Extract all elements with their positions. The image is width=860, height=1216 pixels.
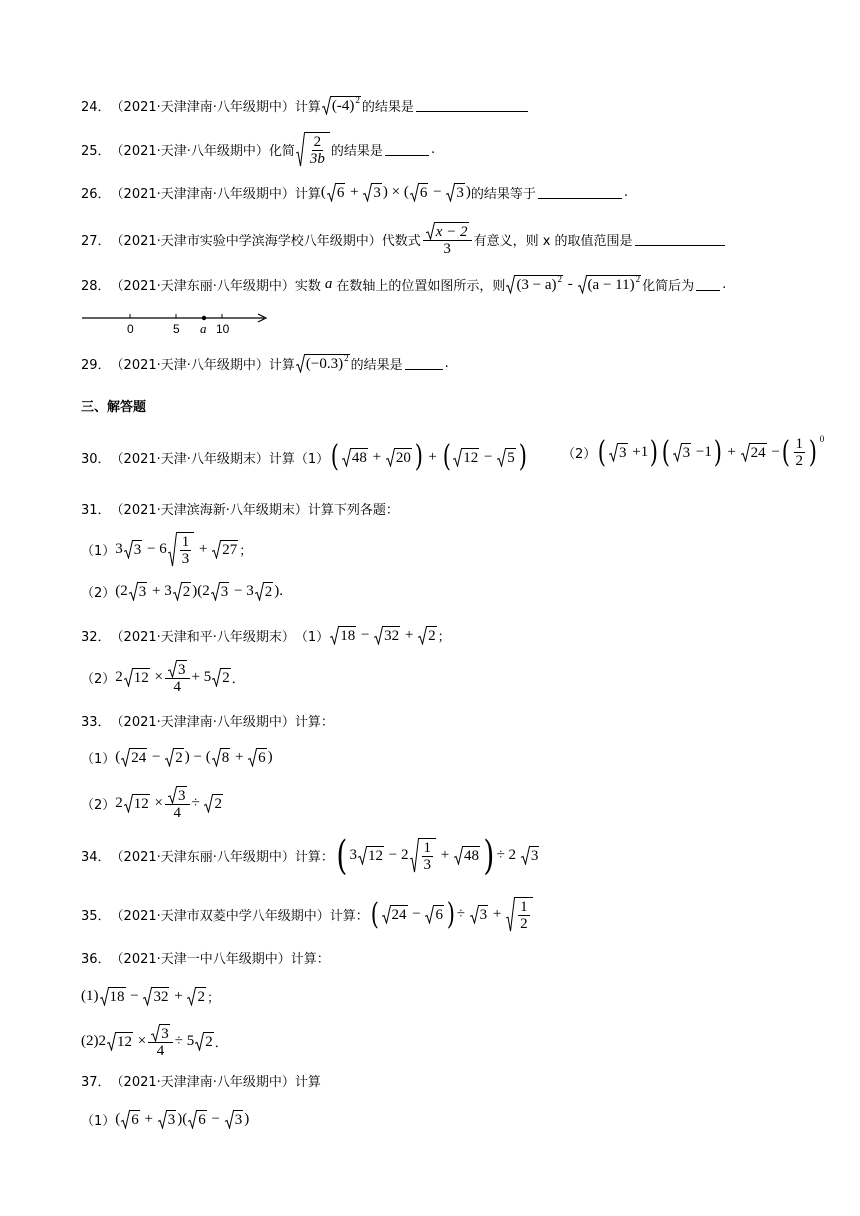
question-35 [81,897,534,932]
question-text: 计算 [294,100,321,115]
answer-blank [385,143,429,156]
math-expression: (−0.3) 2 [295,354,351,373]
part-label: （2） [81,798,116,813]
question-text: 的结果等于 [470,187,536,202]
question-number: 27． [81,234,111,249]
math-expression: 18 − 32 + 2 [99,987,207,1006]
answer-blank [405,357,443,370]
question-source: （2021·天津市实验中学滨海学校八年级期中） [110,234,382,249]
question-34 [81,832,540,879]
question-24 [81,96,530,115]
question-text: 的结果是 [350,358,403,373]
question-text: 计算： [290,952,330,967]
answer-blank [635,233,725,246]
question-source: （2021·天津·八年级期中） [110,358,269,373]
question-number: 26． [81,187,111,202]
part-label: （2） [562,447,597,462]
section-heading: 三、解答题 [81,400,147,415]
question-31 [81,499,399,518]
question-26: 26． （2021·天津津南·八年级期中） 计算 ( 6 + 3 ) × ( 6 − 3 ) 的结果等于 . [81,184,628,202]
math-expression: ( 6 + 3 ) × ( 6 − 3 ) [320,184,471,201]
part-label: (2) [81,1033,99,1049]
question-number: 29． [81,358,111,373]
question-text: 计算 [294,1075,321,1090]
question-number: 32． [81,630,111,645]
math-expression: ( 3 +1 ) ( 3 −1 ) + 24 − ( $\frac{1}{2}$ ) 0 [598,433,825,470]
question-number: 24． [81,100,111,115]
question-number: 37． [81,1075,111,1090]
question-text: 的结果是 [361,100,414,115]
question-31-part1: （1） 3 3 − 6 $\frac{1}{3}$ + 27 ； [81,534,253,567]
math-expression: 2 12 × $\frac{3}{4}$ ÷ 2 [115,788,222,821]
question-number: 25． [81,144,111,159]
part-label: （1） [81,544,116,559]
math-expression: ( 3 12 − 2 $\frac{1}{3}$ + 48 ) ÷ 2 3 [336,832,539,879]
question-32: 32． （2021·天津和平·八年级期末） （1） 18 − 32 + 2 ； [81,627,451,645]
math-expression: 2 12 × $\frac{3}{4}$ + 5 2 [115,662,230,695]
question-source: （2021·天津津南·八年级期中） [110,100,295,115]
question-36-part1: (1) 18 − 32 + 2 ； [81,988,220,1006]
question-text: 计算下列各题： [307,503,399,518]
question-28: 28． （2021·天津东丽·八年级期中） 实数 a 在数轴上的位置如图所示，则 (3 − a) 2 - (a − 11) 2 化简后为 . [81,273,727,294]
question-number: 36． [81,952,111,967]
question-27 [81,222,727,257]
question-30-part2 [562,433,825,470]
question-source: （2021·天津东丽·八年级期中） [110,279,295,294]
question-source: （2021·天津一中八年级期中） [110,952,291,967]
question-30 [81,439,528,474]
tick-label: 5 [173,322,180,336]
answer-blank [696,278,720,291]
question-number: 28． [81,279,111,294]
tick-label: 10 [216,322,230,336]
math-expression: ( 6 + 3 )( 6 − 3 ) [115,1111,250,1128]
question-33 [81,711,334,730]
question-32-part2: （2） 2 12 × $\frac{3}{4}$ + 5 2 ． [81,662,245,695]
math-expression: 3 3 − 6 $\frac{1}{3}$ + 27 [115,534,238,567]
question-33-part1 [81,748,273,767]
math-expression: ( 24 − 2 ) − ( 8 + 6 ) [115,749,273,766]
question-29: 29． （2021·天津·八年级期中） 计算 (−0.3) 2 的结果是 . [81,352,449,373]
math-expression: $\frac{x - 2}{3}$ [421,222,474,257]
question-text: 代数式 [381,234,421,249]
question-33-part2 [81,786,224,821]
question-text: 在数轴上的位置如图所示，则 [336,279,506,294]
question-text: 有意义，则 x 的取值范围是 [473,234,633,249]
part-label: （2） [81,586,116,601]
part-label: （1） [81,752,116,767]
question-source: （2021·天津滨海新·八年级期末） [110,503,308,518]
question-number: 35． [81,909,111,924]
question-text: 计算： [294,715,334,730]
question-25: 25． （2021·天津·八年级期中） 化简 $\frac{2}{3b}$ 的结果是 . [81,134,436,167]
question-text: 化简后为 [642,279,695,294]
part-label: (1) [81,988,99,1004]
question-text: 计算： [329,909,369,924]
question-31-part2 [81,582,283,601]
question-number: 30． [81,451,111,467]
question-number: 31． [81,503,111,518]
answer-blank [538,186,622,199]
question-source: （2021·天津津南·八年级期中） [110,187,295,202]
question-text: 计算（1） [268,451,330,467]
math-expression: ( 48 + 20 ) + ( 12 − 5 ) [330,439,527,474]
math-expression: $\frac{2}{3b}$ [295,132,331,167]
number-line-figure [80,308,270,336]
question-36 [81,948,330,967]
question-source: （2021·天津津南·八年级期中） [110,1075,295,1090]
answer-blank [416,99,528,112]
question-source: （2021·天津东丽·八年级期中） [110,850,295,865]
part-label: （1） [294,630,330,645]
question-37 [81,1071,321,1090]
question-text: 的结果是 [330,144,383,159]
question-source: （2021·天津市双菱中学八年级期中） [110,909,330,924]
math-expression: 2 12 × $\frac{3}{4}$ ÷ 5 2 [98,1026,213,1059]
part-label: （2） [81,672,116,687]
question-number: 33． [81,715,111,730]
question-36-part2: (2) 2 12 × $\frac{3}{4}$ ÷ 5 2 ． [81,1026,228,1059]
question-number: 34． [81,850,111,865]
question-text: 计算 [268,358,295,373]
math-expression: 18 − 32 + 2 [329,626,437,645]
tick-label: 0 [127,322,134,336]
question-text: 计算 [294,187,321,202]
math-expression: (3 − a) 2 - (a − 11) 2 [505,275,642,294]
math-expression: ( 24 − 6 ) ÷ 3 + $\frac{1}{2}$ [369,897,534,932]
question-37-part1 [81,1110,249,1129]
question-source: （2021·天津·八年级期中） [110,144,269,159]
part-label: （1） [81,1114,116,1129]
question-text: 计算： [294,850,334,865]
math-expression: (-4) 2 [321,96,362,115]
question-source: （2021·天津和平·八年级期末） [110,630,295,645]
math-expression: (2 3 + 3 2 )(2 3 − 3 2 ). [115,583,283,600]
question-source: （2021·天津·八年级期末） [110,451,269,467]
question-text: 实数 [294,279,321,294]
question-source: （2021·天津津南·八年级期中） [110,715,295,730]
question-text: 化简 [268,144,295,159]
tick-label: a [200,321,207,336]
